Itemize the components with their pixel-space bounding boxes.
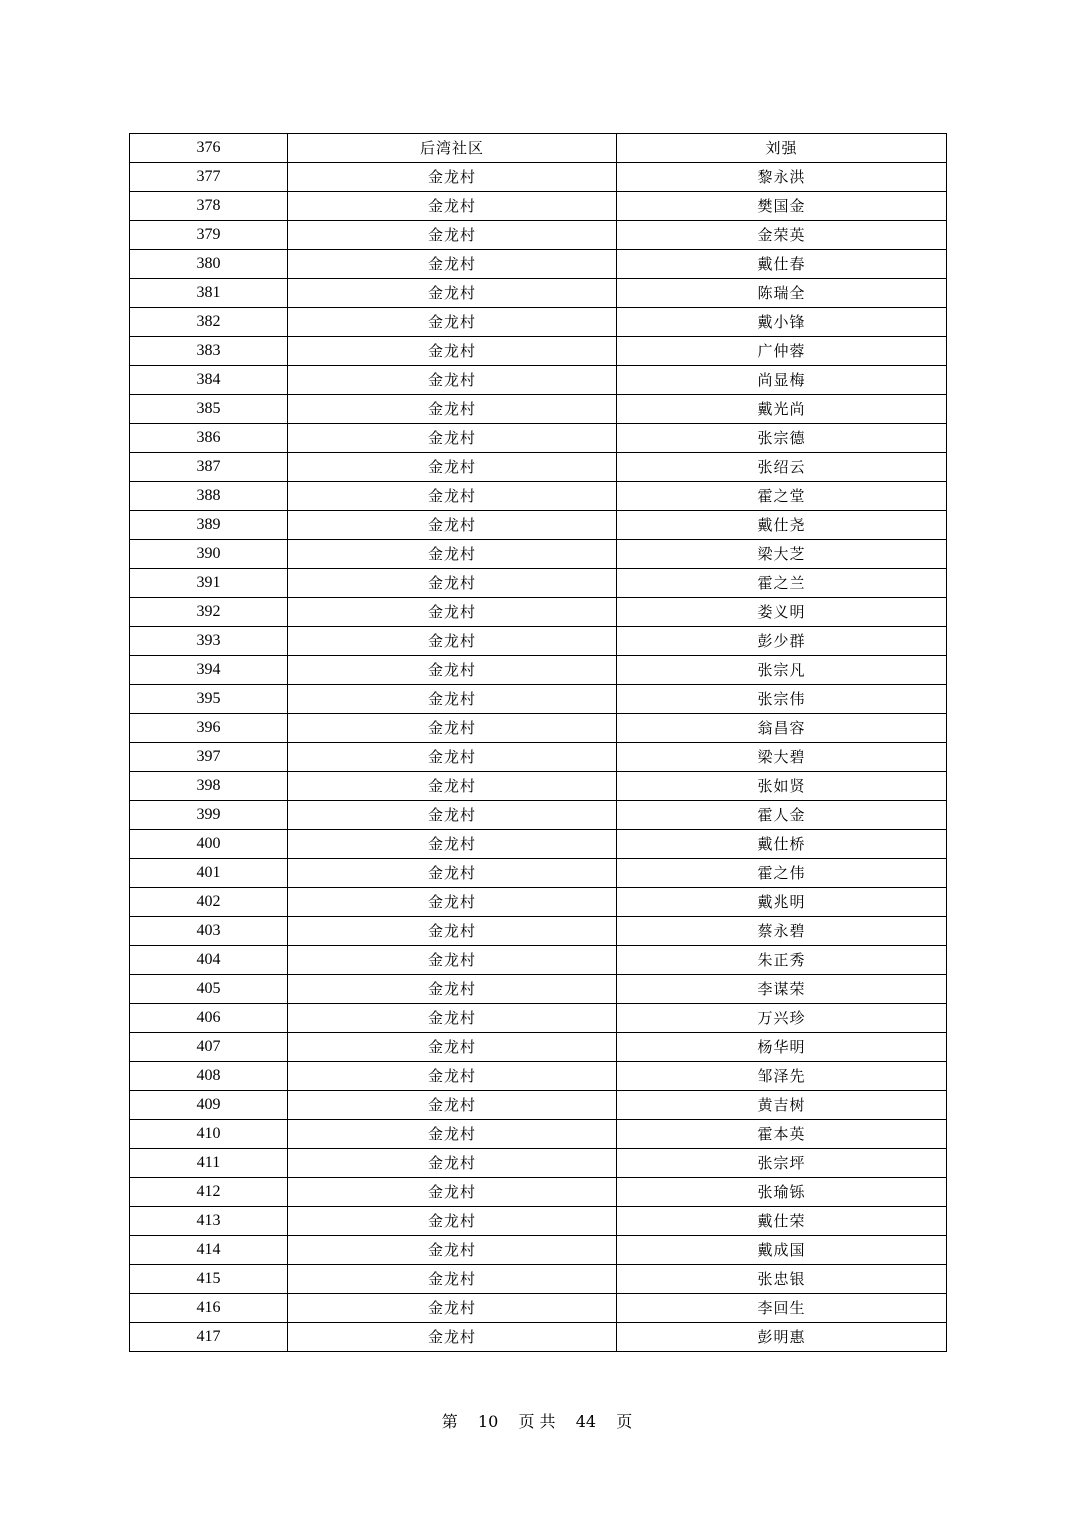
name-cell: 梁大碧 — [617, 743, 947, 772]
name-cell: 刘强 — [617, 134, 947, 163]
row-number: 381 — [130, 279, 288, 308]
village-cell: 金龙村 — [288, 250, 617, 279]
name-cell: 彭明惠 — [617, 1323, 947, 1352]
row-number: 395 — [130, 685, 288, 714]
name-cell: 霍本英 — [617, 1120, 947, 1149]
village-cell: 金龙村 — [288, 308, 617, 337]
name-cell: 张瑜铄 — [617, 1178, 947, 1207]
name-cell: 杨华明 — [617, 1033, 947, 1062]
name-cell: 万兴珍 — [617, 1004, 947, 1033]
total-pages-number: 44 — [575, 1412, 597, 1431]
row-number: 401 — [130, 859, 288, 888]
row-number: 406 — [130, 1004, 288, 1033]
name-cell: 樊国金 — [617, 192, 947, 221]
name-cell: 张绍云 — [617, 453, 947, 482]
footer-suffix: 页 — [616, 1412, 633, 1431]
row-number: 416 — [130, 1294, 288, 1323]
village-cell: 金龙村 — [288, 685, 617, 714]
table-row — [130, 482, 947, 511]
name-cell: 戴成国 — [617, 1236, 947, 1265]
village-cell: 金龙村 — [288, 627, 617, 656]
village-cell: 金龙村 — [288, 801, 617, 830]
table-row — [130, 888, 947, 917]
row-number: 390 — [130, 540, 288, 569]
table-row — [130, 598, 947, 627]
village-cell: 金龙村 — [288, 1004, 617, 1033]
row-number: 392 — [130, 598, 288, 627]
name-cell: 李谋荣 — [617, 975, 947, 1004]
row-number: 411 — [130, 1149, 288, 1178]
row-number: 404 — [130, 946, 288, 975]
row-number: 391 — [130, 569, 288, 598]
village-cell: 金龙村 — [288, 917, 617, 946]
roster-table — [129, 133, 947, 1352]
footer-prefix: 第 — [441, 1412, 458, 1431]
table-row — [130, 1178, 947, 1207]
name-cell: 黎永洪 — [617, 163, 947, 192]
name-cell: 娄义明 — [617, 598, 947, 627]
table-row — [130, 772, 947, 801]
row-number: 383 — [130, 337, 288, 366]
table-row — [130, 569, 947, 598]
name-cell: 戴仕尧 — [617, 511, 947, 540]
village-cell: 金龙村 — [288, 279, 617, 308]
row-number: 384 — [130, 366, 288, 395]
village-cell: 金龙村 — [288, 1033, 617, 1062]
village-cell: 金龙村 — [288, 569, 617, 598]
village-cell: 金龙村 — [288, 859, 617, 888]
village-cell: 金龙村 — [288, 656, 617, 685]
roster-table-body — [130, 134, 947, 1352]
name-cell: 金荣英 — [617, 221, 947, 250]
village-cell: 金龙村 — [288, 714, 617, 743]
name-cell: 翁昌容 — [617, 714, 947, 743]
village-cell: 金龙村 — [288, 888, 617, 917]
village-cell: 金龙村 — [288, 743, 617, 772]
row-number: 397 — [130, 743, 288, 772]
table-row — [130, 1294, 947, 1323]
table-row — [130, 627, 947, 656]
footer-middle: 页 共 — [518, 1412, 556, 1431]
name-cell: 陈瑞全 — [617, 279, 947, 308]
name-cell: 彭少群 — [617, 627, 947, 656]
name-cell: 张宗坪 — [617, 1149, 947, 1178]
village-cell: 金龙村 — [288, 975, 617, 1004]
row-number: 377 — [130, 163, 288, 192]
table-row — [130, 163, 947, 192]
table-row — [130, 975, 947, 1004]
table-row — [130, 946, 947, 975]
table-row — [130, 1033, 947, 1062]
name-cell: 霍人金 — [617, 801, 947, 830]
table-row — [130, 279, 947, 308]
name-cell: 广仲蓉 — [617, 337, 947, 366]
village-cell: 金龙村 — [288, 1149, 617, 1178]
table-row — [130, 337, 947, 366]
name-cell: 张宗凡 — [617, 656, 947, 685]
page-footer — [0, 1410, 1074, 1434]
village-cell: 金龙村 — [288, 337, 617, 366]
table-row — [130, 453, 947, 482]
table-row — [130, 1062, 947, 1091]
village-cell: 金龙村 — [288, 1062, 617, 1091]
name-cell: 戴兆明 — [617, 888, 947, 917]
row-number: 415 — [130, 1265, 288, 1294]
village-cell: 后湾社区 — [288, 134, 617, 163]
row-number: 400 — [130, 830, 288, 859]
table-row — [130, 366, 947, 395]
table-row — [130, 1091, 947, 1120]
name-cell: 戴仕桥 — [617, 830, 947, 859]
village-cell: 金龙村 — [288, 453, 617, 482]
table-row — [130, 1120, 947, 1149]
village-cell: 金龙村 — [288, 1091, 617, 1120]
table-row — [130, 424, 947, 453]
village-cell: 金龙村 — [288, 366, 617, 395]
village-cell: 金龙村 — [288, 598, 617, 627]
table-row — [130, 656, 947, 685]
table-row — [130, 685, 947, 714]
name-cell: 张宗德 — [617, 424, 947, 453]
row-number: 417 — [130, 1323, 288, 1352]
row-number: 399 — [130, 801, 288, 830]
name-cell: 李回生 — [617, 1294, 947, 1323]
row-number: 376 — [130, 134, 288, 163]
row-number: 407 — [130, 1033, 288, 1062]
village-cell: 金龙村 — [288, 1265, 617, 1294]
row-number: 385 — [130, 395, 288, 424]
row-number: 403 — [130, 917, 288, 946]
name-cell: 张宗伟 — [617, 685, 947, 714]
name-cell: 朱正秀 — [617, 946, 947, 975]
name-cell: 梁大芝 — [617, 540, 947, 569]
name-cell: 蔡永碧 — [617, 917, 947, 946]
row-number: 414 — [130, 1236, 288, 1265]
table-row — [130, 1207, 947, 1236]
village-cell: 金龙村 — [288, 163, 617, 192]
village-cell: 金龙村 — [288, 221, 617, 250]
table-row — [130, 1265, 947, 1294]
name-cell: 霍之堂 — [617, 482, 947, 511]
row-number: 410 — [130, 1120, 288, 1149]
village-cell: 金龙村 — [288, 1178, 617, 1207]
table-row — [130, 395, 947, 424]
village-cell: 金龙村 — [288, 511, 617, 540]
current-page-number: 10 — [477, 1412, 499, 1431]
row-number: 379 — [130, 221, 288, 250]
village-cell: 金龙村 — [288, 192, 617, 221]
name-cell: 黄吉树 — [617, 1091, 947, 1120]
table-row — [130, 714, 947, 743]
table-row — [130, 830, 947, 859]
table-row — [130, 801, 947, 830]
row-number: 409 — [130, 1091, 288, 1120]
village-cell: 金龙村 — [288, 772, 617, 801]
name-cell: 邹泽先 — [617, 1062, 947, 1091]
village-cell: 金龙村 — [288, 1207, 617, 1236]
village-cell: 金龙村 — [288, 424, 617, 453]
row-number: 388 — [130, 482, 288, 511]
table-row — [130, 1323, 947, 1352]
row-number: 396 — [130, 714, 288, 743]
row-number: 386 — [130, 424, 288, 453]
table-row — [130, 1004, 947, 1033]
village-cell: 金龙村 — [288, 540, 617, 569]
village-cell: 金龙村 — [288, 1236, 617, 1265]
row-number: 394 — [130, 656, 288, 685]
row-number: 412 — [130, 1178, 288, 1207]
row-number: 382 — [130, 308, 288, 337]
table-row — [130, 250, 947, 279]
table-row — [130, 192, 947, 221]
row-number: 393 — [130, 627, 288, 656]
village-cell: 金龙村 — [288, 1294, 617, 1323]
table-row — [130, 859, 947, 888]
table-row — [130, 511, 947, 540]
table-row — [130, 221, 947, 250]
name-cell: 尚显梅 — [617, 366, 947, 395]
row-number: 413 — [130, 1207, 288, 1236]
row-number: 389 — [130, 511, 288, 540]
row-number: 387 — [130, 453, 288, 482]
row-number: 408 — [130, 1062, 288, 1091]
name-cell: 霍之伟 — [617, 859, 947, 888]
village-cell: 金龙村 — [288, 1323, 617, 1352]
row-number: 405 — [130, 975, 288, 1004]
name-cell: 戴光尚 — [617, 395, 947, 424]
name-cell: 张如贤 — [617, 772, 947, 801]
table-row — [130, 134, 947, 163]
name-cell: 戴小锋 — [617, 308, 947, 337]
name-cell: 霍之兰 — [617, 569, 947, 598]
row-number: 398 — [130, 772, 288, 801]
name-cell: 戴仕春 — [617, 250, 947, 279]
village-cell: 金龙村 — [288, 946, 617, 975]
table-row — [130, 540, 947, 569]
row-number: 402 — [130, 888, 288, 917]
name-cell: 张忠银 — [617, 1265, 947, 1294]
village-cell: 金龙村 — [288, 1120, 617, 1149]
name-cell: 戴仕荣 — [617, 1207, 947, 1236]
village-cell: 金龙村 — [288, 395, 617, 424]
row-number: 378 — [130, 192, 288, 221]
table-row — [130, 1149, 947, 1178]
row-number: 380 — [130, 250, 288, 279]
table-row — [130, 743, 947, 772]
table-row — [130, 917, 947, 946]
village-cell: 金龙村 — [288, 830, 617, 859]
table-row — [130, 1236, 947, 1265]
village-cell: 金龙村 — [288, 482, 617, 511]
table-row — [130, 308, 947, 337]
